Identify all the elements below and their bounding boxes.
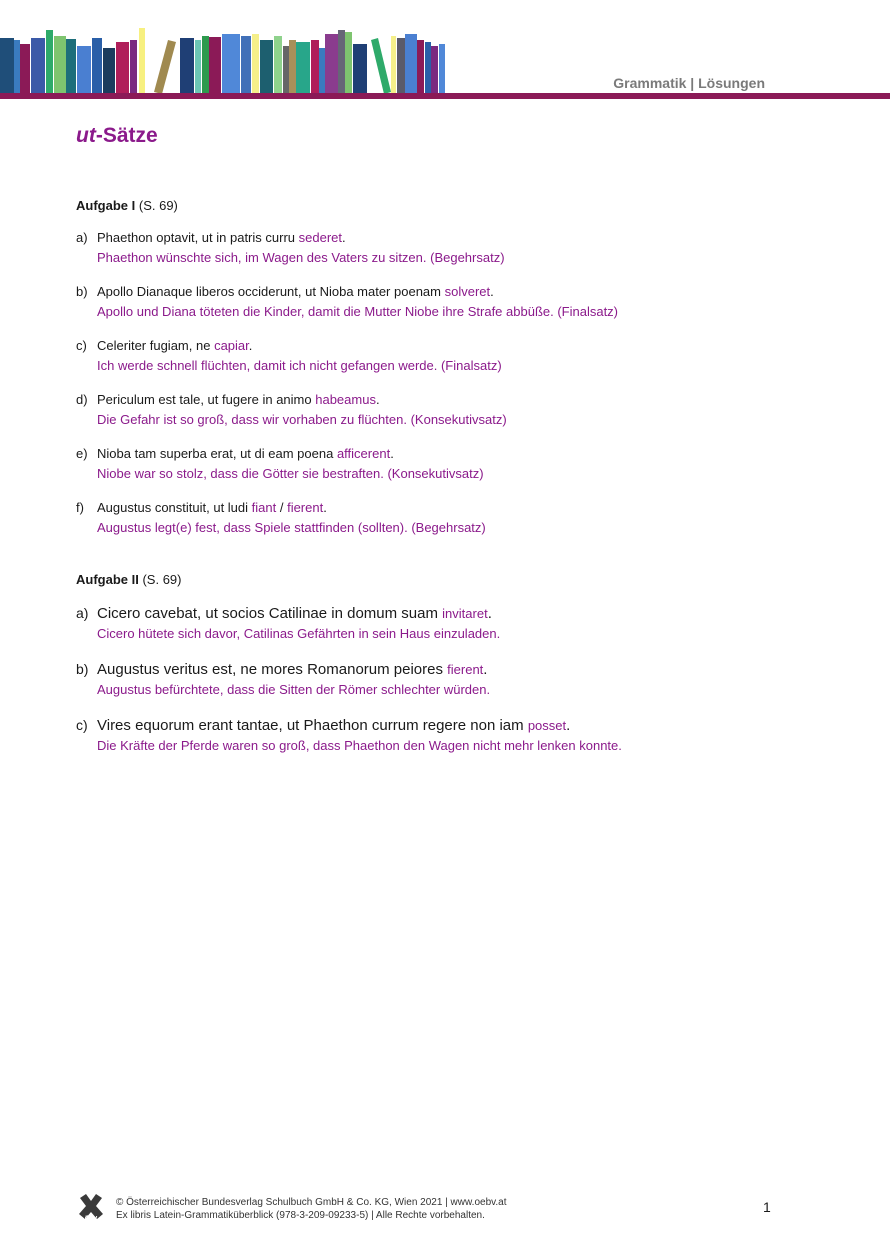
latin-sentence: b) Augustus veritus est, ne mores Romanorum peiores fierent. [76, 661, 488, 678]
translation: Niobe war so stolz, dass die Götter sie bestraften. (Konsekutivsatz) [97, 466, 484, 481]
translation: Die Kräfte der Pferde waren so groß, dass Phaethon den Wagen nicht mehr lenken konnte. [97, 738, 622, 753]
translation: Phaethon wünschte sich, im Wagen des Vaters zu sitzen. (Begehrsatz) [97, 250, 505, 265]
header-rule [0, 93, 890, 99]
svg-text:öbv: öbv [84, 1215, 98, 1222]
translation: Apollo und Diana töteten die Kinder, damit die Mutter Niobe ihre Strafe abbüße. (Finalsatz) [97, 304, 619, 319]
oebv-logo-icon [76, 1192, 106, 1222]
copyright-text: © Österreichischer Bundesverlag Schulbuch GmbH & Co. KG, Wien 2021 | www.oebv.at Ex libris Latein-Grammatiküberblick (978-3-209-09233-5) | Alle Rechte vorbehalten. [116, 1197, 507, 1221]
solution-verb: solveret [444, 284, 491, 299]
latin-sentence: c) Celeriter fugiam, ne capiar. [76, 338, 253, 353]
solution-verb: fierent [447, 662, 484, 677]
page-number: 1 [763, 1199, 771, 1215]
translation: Cicero hütete sich davor, Catilinas Gefährten in sein Haus einzuladen. [97, 626, 501, 641]
solution-verb: invitaret [442, 606, 488, 621]
header-section-label: Grammatik | Lösungen [613, 75, 765, 91]
task1-item-c [76, 336, 816, 376]
translation: Ich werde schnell flüchten, damit ich nicht gefangen werde. (Finalsatz) [97, 358, 502, 373]
task2-item-a [76, 603, 816, 644]
solution-verb-alt: fierent [287, 500, 324, 515]
books-banner-image [0, 28, 450, 94]
task1-heading: Aufgabe I (S. 69) [76, 198, 178, 213]
latin-sentence: e) Nioba tam superba erat, ut di eam poena afficerent. [76, 446, 394, 461]
solution-verb: habeamus [315, 392, 376, 407]
translation: Augustus legt(e) fest, dass Spiele stattfinden (sollten). (Begehrsatz) [97, 520, 486, 535]
task2-item-c [76, 715, 816, 756]
latin-sentence: d) Periculum est tale, ut fugere in animo habeamus. [76, 392, 380, 407]
solution-verb: afficerent [336, 446, 391, 461]
solution-verb: capiar [214, 338, 249, 353]
task2-item-b [76, 659, 816, 700]
task1-item-b [76, 282, 816, 322]
solution-verb: fiant [251, 500, 277, 515]
translation: Augustus befürchtete, dass die Sitten der Römer schlechter würden. [97, 682, 491, 697]
task1-item-f [76, 498, 816, 538]
title-italic: ut [76, 124, 96, 147]
task1-item-e [76, 444, 816, 484]
latin-sentence: c) Vires equorum erant tantae, ut Phaethon currum regere non iam posset. [76, 717, 571, 734]
title-rest: -Sätze [95, 124, 158, 147]
translation: Die Gefahr ist so groß, dass wir vorhaben zu flüchten. (Konsekutivsatz) [97, 412, 507, 427]
latin-sentence: b) Apollo Dianaque liberos occiderunt, ut Nioba mater poenam solveret. [76, 284, 494, 299]
latin-sentence: f) Augustus constituit, ut ludi fiant / fierent. [76, 500, 327, 515]
latin-sentence: a) Phaethon optavit, ut in patris curru sederet. [76, 230, 346, 245]
latin-sentence: a) Cicero cavebat, ut socios Catilinae in domum suam invitaret. [76, 605, 492, 622]
task1-item-d [76, 390, 816, 430]
solution-verb: sederet [298, 230, 342, 245]
solution-verb: posset [527, 718, 567, 733]
task1-item-a [76, 228, 816, 268]
task2-heading: Aufgabe II (S. 69) [76, 572, 182, 587]
page-title [76, 124, 158, 148]
